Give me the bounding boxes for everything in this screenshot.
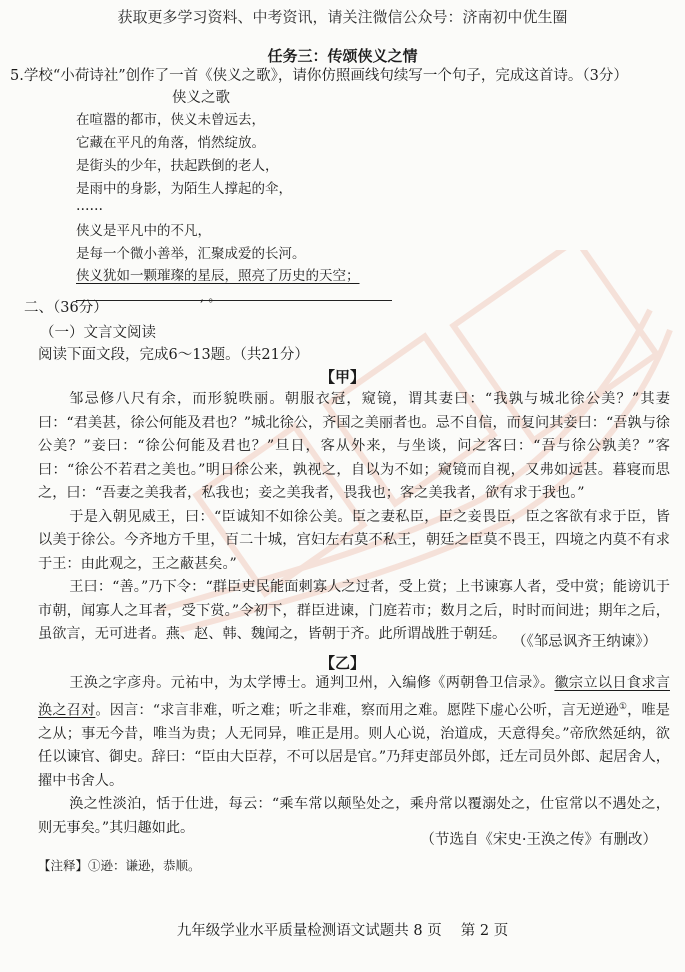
passage-paragraph: 涣之性淡泊，恬于仕进，每云：“乘车常以颠坠处之，乘舟常以覆溺处之，仕宦常以不遇处之，则无事矣。”其归趣如此。 <box>38 796 670 836</box>
task-title: 任务三：传颂侠义之情 <box>267 47 418 65</box>
page-footer: 九年级学业水平质量检测语文试题共 8 页 第 2 页 <box>176 923 509 939</box>
footnote-ref: ① <box>618 701 628 712</box>
passage-jia <box>38 388 670 647</box>
poem-title: 侠义之歌 <box>172 90 230 106</box>
question-5: 5.学校“小荷诗社”创作了一首《侠义之歌》，请你仿照画线句续写一个句子，完成这首诗。（3分） <box>10 68 628 84</box>
poem-line: 在喧嚣的都市，侠义未曾远去， <box>76 112 265 128</box>
poem-line: 是雨中的身影，为陌生人撑起的伞， <box>76 181 292 197</box>
poem-line: 是每一个微小善举，汇聚成爱的长河。 <box>76 246 306 262</box>
reading-instruction: 阅读下面文段，完成6～13题。（共21分） <box>38 347 309 363</box>
underlined-sentence: 徽宗立以日食求言涣之召对 <box>38 675 670 719</box>
passage-paragraph <box>38 672 670 793</box>
text-span: 。因言：“求言非难，听之难；听之非难，察而用之难。愿陛下虚心公听，言无逆逊 <box>95 702 619 719</box>
passage-source-jia: （《邹忌讽齐王纳谏》） <box>512 634 657 650</box>
passage-marker-yi: 【乙】 <box>319 654 365 672</box>
poem-underlined-line: 侠义犹如一颗璀璨的星辰，照亮了历史的天空； <box>76 268 360 284</box>
passage-paragraph: 邹忌修八尺有余，而形貌昳丽。朝服衣冠，窥镜，谓其妻曰：“我孰与城北徐公美？”其妻曰：“君美甚，徐公何能及君也？”城北徐公，齐国之美丽者也。忌不自信，而复问其妾曰：“吾孰与徐公美？”妾曰：“徐公何能及君也？”旦日，客从外来，与坐谈，问之客曰：“吾与徐公孰美？”客曰：“徐公不若君之美也。”明日徐公来，孰视之，自以为不如；窥镜而自视，又弗如远甚。暮寝而思之，曰：“吾妻之美我者，私我也；妾之美我者，畏我也；客之美我者，欲有求于我也。” <box>38 391 670 501</box>
passage-paragraph: 于是入朝见威王，曰：“臣诚知不如徐公美。臣之妻私臣，臣之妾畏臣，臣之客欲有求于臣，皆以美于徐公。今齐地方千里，百二十城，宫妇左右莫不私王，朝廷之臣莫不畏王，四境之内莫不有求于王：由此观之，王之蔽甚矣。” <box>38 508 670 572</box>
section-2-title: 二、（36分） <box>24 300 108 316</box>
poem-line: 是街头的少年，扶起跌倒的老人， <box>76 158 279 174</box>
footnote: 【注释】①逊：谦逊，恭顺。 <box>38 858 201 873</box>
text-span: ，唯是之从；事无今昔，唯当为贵；人无同异，唯正是用。则人心说，治道成，天意得矣。”帝欣然延纳，欲任以谏官、御史。辞曰：“臣由大臣荐，不可以居是官。”乃拜吏部员外郎，迁左司员外郎、起居舍人，擢中书舍人。 <box>38 702 670 789</box>
poem-line: 侠义是平凡中的不凡， <box>76 223 211 239</box>
passage-paragraph: 王曰：“善。”乃下令：“群臣吏民能面刺寡人之过者，受上赏；上书谏寡人者，受中赏；能谤讥于市朝，闻寡人之耳者，受下赏。”令初下，群臣进谏，门庭若市；数月之后，时时而间进；期年之后，虽欲言，无可进者。燕、赵、韩、魏闻之，皆朝于齐。此所谓战胜于朝廷。 <box>38 579 670 642</box>
poem-blank-line: , 。 <box>200 290 222 305</box>
poem-line: 它藏在平凡的角落，悄然绽放。 <box>76 135 265 151</box>
poem-line: …… <box>76 198 103 214</box>
text-span: 王涣之字彦舟。元祐中，为太学博士。通判卫州，入编修《两朝鲁卫信录》。 <box>69 675 555 691</box>
page-header: 获取更多学习资料、中考资讯，请关注微信公众号：济南初中优生圈 <box>117 8 568 26</box>
passage-source-yi: （节选自《宋史·王涣之传》有删改） <box>420 832 657 848</box>
passage-yi <box>38 672 670 840</box>
subsection-title: （一）文言文阅读 <box>40 325 156 341</box>
answer-blank-underline <box>76 300 392 301</box>
passage-marker-jia: 【甲】 <box>319 368 365 386</box>
